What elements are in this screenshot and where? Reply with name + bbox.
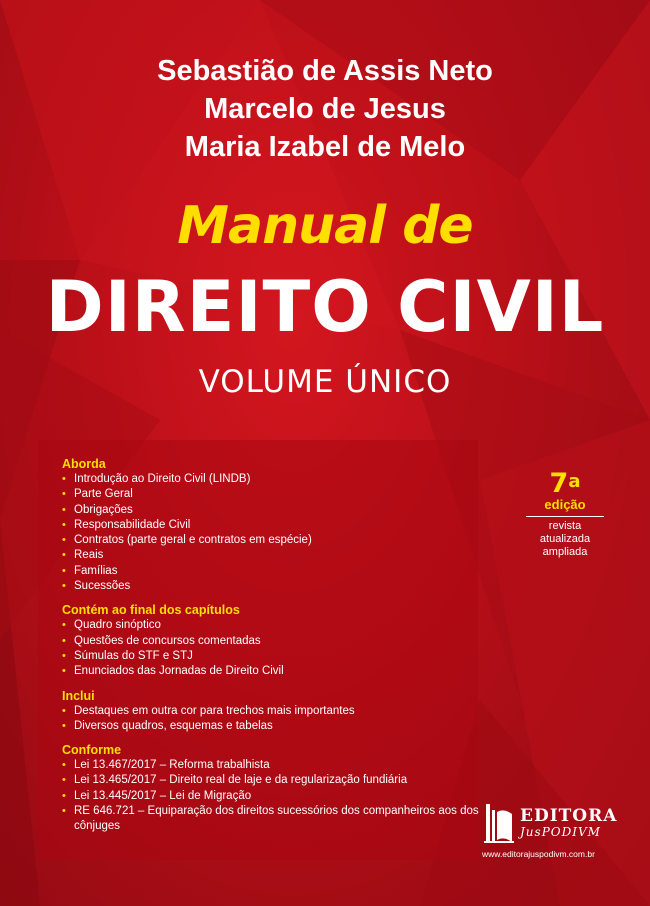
section-title-conforme: Conforme [62, 743, 122, 758]
list-item: • Lei 13.465/2017 – Direito real de laje e da regularização fundiária [62, 773, 482, 788]
edition-badge [520, 470, 610, 559]
list-item: • Quadro sinóptico [62, 618, 482, 633]
section-list-inclui [62, 704, 482, 735]
title-prefix: Manual de [177, 196, 473, 256]
section-list-conforme [62, 758, 482, 834]
list-item: • Lei 13.467/2017 – Reforma trabalhista [62, 758, 482, 773]
list-item: • Questões de concursos comentadas [62, 634, 482, 649]
section-list-contem [62, 618, 482, 679]
list-item: • RE 646.721 – Equiparação dos direitos sucessórios dos companheiros aos dos cônjuges [62, 804, 482, 835]
edition-ordinal: a [568, 471, 581, 492]
list-item: • Famílias [62, 564, 482, 579]
authors [0, 52, 650, 166]
info-content [62, 457, 482, 835]
list-item: • Responsabilidade Civil [62, 518, 482, 533]
section-title-aborda: Aborda [62, 457, 106, 471]
subtitle: VOLUME ÚNICO [198, 364, 452, 400]
list-item: • Contratos (parte geral e contratos em espécie) [62, 533, 482, 548]
publisher [478, 800, 638, 859]
section-list-aborda [62, 472, 482, 594]
edition-number-value: 7 [549, 468, 569, 499]
section-title-contem: Contém ao final dos capítulos [62, 603, 240, 618]
edition-note: ampliada [542, 546, 588, 558]
list-item: • Súmulas do STF e STJ [62, 649, 482, 664]
section-title-inclui: Inclui [62, 688, 95, 703]
list-item: • Parte Geral [62, 487, 482, 502]
publisher-sub: JusPODIVM [520, 825, 601, 839]
list-item: • Introdução ao Direito Civil (LINDB) [62, 472, 482, 487]
list-item: • Reais [62, 548, 482, 563]
list-item: • Destaques em outra cor para trechos mais importantes [62, 704, 482, 719]
edition-note: atualizada [539, 533, 591, 545]
author-1: Sebastião de Assis Neto [157, 55, 493, 87]
edition-number [520, 470, 610, 498]
list-item: • Sucessões [62, 579, 482, 594]
edition-notes [520, 520, 610, 559]
list-item: • Obrigações [62, 503, 482, 518]
publisher-book-icon [482, 800, 516, 846]
author-2: Marcelo de Jesus [204, 93, 446, 125]
list-item: • Diversos quadros, esquemas e tabelas [62, 719, 482, 734]
list-item: • Enunciados das Jornadas de Direito Civil [62, 664, 482, 679]
edition-label: edição [526, 498, 604, 517]
list-item: • Lei 13.445/2017 – Lei de Migração [62, 789, 482, 804]
publisher-text [520, 807, 617, 839]
publisher-logo [478, 800, 638, 846]
edition-note: revista [548, 520, 582, 532]
title-main: DIREITO CIVIL [45, 266, 605, 348]
publisher-url: www.editorajuspodivm.com.br [482, 849, 595, 859]
author-3: Maria Izabel de Melo [184, 131, 466, 163]
publisher-name: EDITORA [520, 806, 618, 826]
